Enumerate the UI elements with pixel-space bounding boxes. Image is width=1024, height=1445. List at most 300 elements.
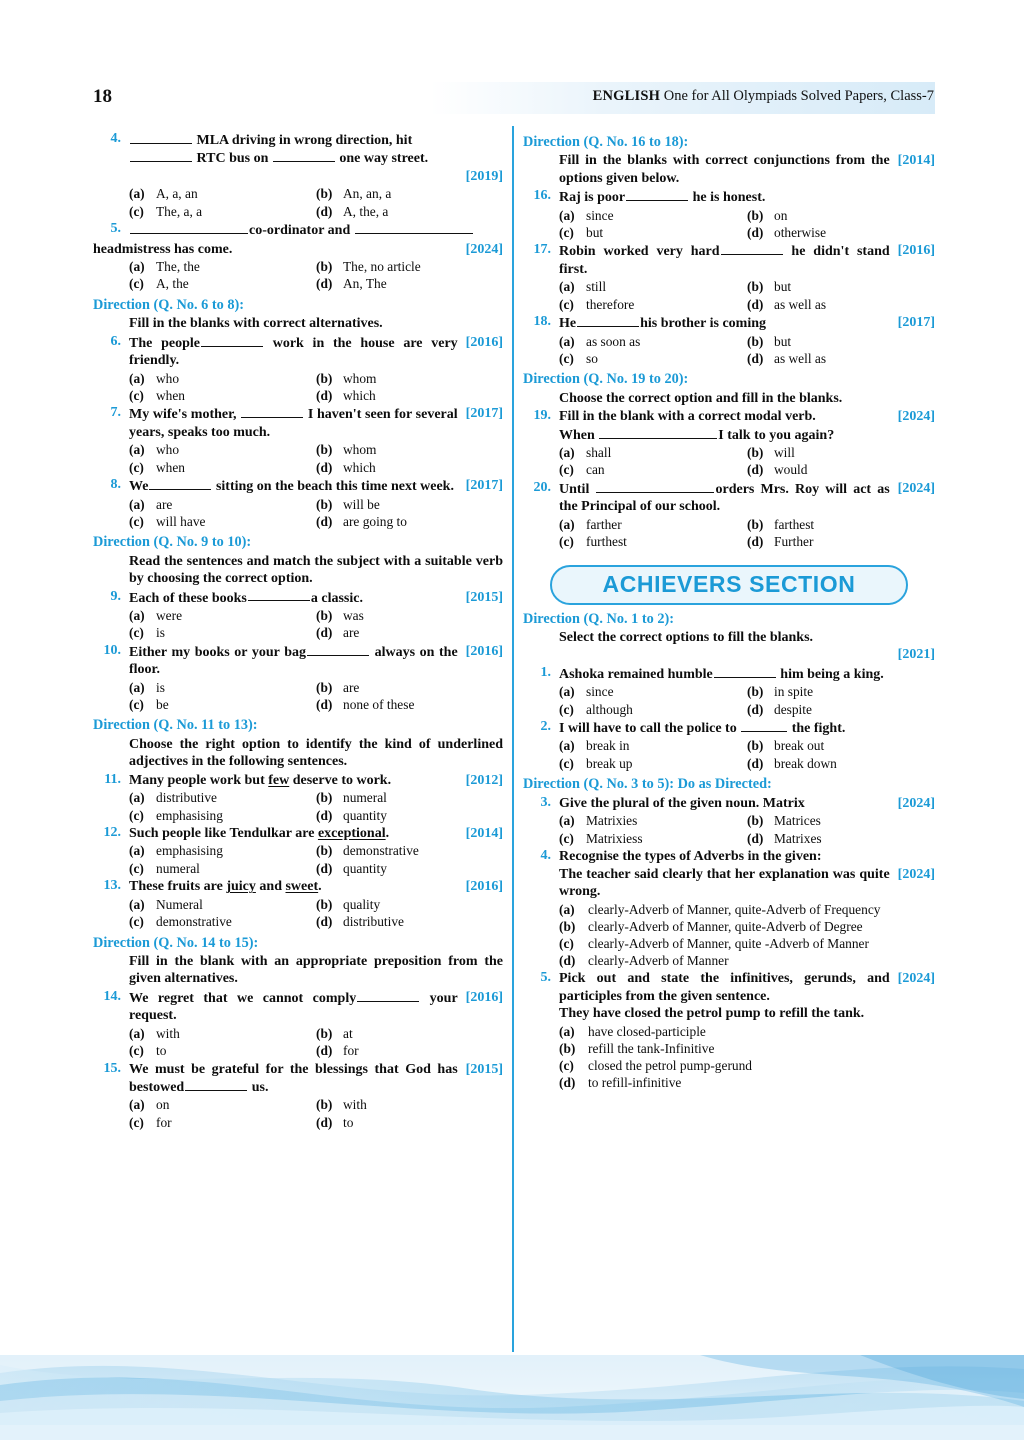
option-d[interactable] [747, 350, 935, 367]
question-text [129, 131, 503, 185]
question-text-part: your request. [129, 990, 458, 1024]
question-text-part: He [559, 316, 577, 332]
direction-text-body: Select the correct options to fill the blanks. [559, 630, 814, 646]
options-group [93, 896, 503, 931]
blank-field[interactable] [357, 989, 419, 1002]
option-c[interactable] [129, 387, 316, 404]
option-value: distributive [156, 790, 217, 806]
question-number: 6. [110, 333, 121, 349]
question-text-part: These fruits are [129, 879, 227, 895]
option-value: as soon as [586, 333, 641, 349]
option-value: otherwise [774, 224, 827, 240]
option-label: (a) [129, 1025, 145, 1041]
options-group [523, 516, 935, 551]
blank-field[interactable] [355, 221, 473, 234]
option-label: (b) [559, 1040, 576, 1056]
option-value: but [774, 333, 792, 349]
option-label: (b) [747, 279, 764, 295]
question-number: 2. [540, 719, 551, 735]
question-text-part: . [385, 825, 390, 841]
option-row [129, 1042, 503, 1059]
option-b[interactable] [316, 607, 503, 624]
option-value: which [343, 387, 376, 403]
option-b[interactable] [316, 370, 503, 387]
option-b[interactable] [316, 441, 503, 458]
option-value: is [156, 679, 165, 695]
option-label: (b) [747, 333, 764, 349]
option-label: (b) [316, 259, 333, 275]
option-label: (d) [316, 513, 333, 529]
option-b[interactable] [747, 207, 935, 224]
option-label: (c) [559, 701, 574, 717]
question-9 [93, 589, 503, 607]
question-text-part: Either my books or your bag [129, 644, 306, 660]
question-13 [93, 878, 503, 896]
option-c[interactable] [129, 203, 316, 220]
option-value: break down [774, 755, 837, 771]
question-5-line2 [93, 241, 503, 259]
option-label: (b) [316, 679, 333, 695]
option-c[interactable] [559, 755, 747, 772]
option-label: (d) [316, 807, 333, 823]
option-row [129, 607, 503, 624]
option-label: (a) [129, 896, 145, 912]
blank-field[interactable] [273, 149, 335, 162]
option-d[interactable] [316, 624, 503, 641]
question-text-part: orders Mrs. Roy will act as the Principal of our school. [559, 481, 890, 515]
option-label: (b) [316, 896, 333, 912]
question-text-part: the fight. [788, 720, 846, 736]
option-d[interactable] [316, 696, 503, 713]
option-value: to [156, 1043, 167, 1059]
question-text [129, 334, 503, 370]
direction-text-9-10: Read the sentences and match the subject with a suitable verb by choosing the correct option. [129, 553, 503, 587]
option-label: (d) [316, 1043, 333, 1059]
option-value: numeral [343, 790, 387, 806]
option-b[interactable] [747, 444, 935, 461]
question-text-part: one way street. [335, 151, 429, 167]
blank-field[interactable] [596, 480, 714, 493]
question-text-part: When [559, 427, 599, 443]
question-text-part: headmistress has come. [93, 241, 233, 257]
option-value: Numeral [156, 896, 203, 912]
option-row [559, 812, 935, 829]
question-text-part: his brother is coming [640, 316, 766, 332]
question-6 [93, 334, 503, 370]
direction-text-16-18 [523, 152, 935, 187]
option-value: therefore [586, 296, 635, 312]
option-value: A, a, an [156, 186, 198, 202]
option-a[interactable] [129, 679, 316, 696]
question-number: 11. [104, 771, 121, 787]
option-value: The, a, a [156, 203, 203, 219]
option-c[interactable] [559, 350, 747, 367]
option-d[interactable] [747, 224, 935, 241]
option-a[interactable] [129, 1096, 316, 1113]
options-group [93, 679, 503, 714]
option-b[interactable] [316, 185, 503, 202]
option-b[interactable] [316, 496, 503, 513]
option-label: (c) [559, 830, 574, 846]
option-c[interactable] [559, 224, 747, 241]
options-group [93, 370, 503, 405]
option-b[interactable] [316, 1096, 503, 1113]
option-row [129, 789, 503, 806]
question-text-part: Recognise the types of Adverbs in the given: [559, 849, 822, 865]
question-text-part: he is honest. [689, 190, 766, 206]
blank-field[interactable] [626, 188, 688, 201]
option-value: numeral [156, 860, 200, 876]
option-d[interactable] [559, 1074, 935, 1091]
options-group [523, 901, 935, 970]
option-c[interactable] [559, 701, 747, 718]
option-value: will [774, 445, 795, 461]
option-d[interactable] [316, 1042, 503, 1059]
option-value: demonstrative [156, 914, 232, 930]
blank-field[interactable] [241, 405, 303, 418]
column-divider [512, 126, 514, 1352]
option-d[interactable] [316, 387, 503, 404]
option-label: (d) [747, 830, 764, 846]
options-group [93, 185, 503, 220]
option-b[interactable] [316, 258, 503, 275]
right-column [523, 130, 935, 1092]
option-c[interactable] [559, 1057, 935, 1074]
blank-field[interactable] [185, 1078, 247, 1091]
page-header [0, 82, 1024, 116]
question-text [559, 970, 935, 1005]
question-number: 18. [533, 314, 551, 330]
year-tag: [2014] [465, 825, 503, 841]
option-b[interactable] [316, 789, 503, 806]
option-value: on [774, 207, 788, 223]
options-group [93, 258, 503, 293]
option-value: can [586, 462, 605, 478]
option-label: (a) [559, 901, 575, 917]
option-value: A, the, a [343, 203, 389, 219]
option-label: (d) [559, 1075, 576, 1091]
option-value: quantity [343, 860, 387, 876]
option-label: (b) [316, 607, 333, 623]
option-label: (a) [559, 207, 575, 223]
option-a[interactable] [129, 370, 316, 387]
option-row [129, 896, 503, 913]
blank-field[interactable] [149, 477, 211, 490]
question-number: 10. [103, 642, 121, 658]
option-b[interactable] [316, 1025, 503, 1042]
option-label: (b) [747, 207, 764, 223]
blank-field[interactable] [599, 426, 717, 439]
option-value: is [156, 625, 165, 641]
option-b[interactable] [316, 679, 503, 696]
option-d[interactable] [316, 1114, 503, 1131]
option-b[interactable] [559, 918, 935, 935]
option-label: (d) [747, 224, 764, 240]
option-row [129, 860, 503, 877]
option-d[interactable] [316, 203, 503, 220]
option-value: refill the tank-Infinitive [588, 1040, 715, 1056]
option-label: (c) [559, 296, 574, 312]
blank-field[interactable] [130, 131, 192, 144]
option-c[interactable] [129, 807, 316, 824]
option-row [559, 701, 935, 718]
option-d[interactable] [747, 296, 935, 313]
question-8 [93, 477, 503, 495]
option-a[interactable] [559, 333, 747, 350]
option-value: shall [586, 445, 612, 461]
option-label: (a) [129, 790, 145, 806]
question-20 [523, 480, 935, 516]
question-text-part: My wife's mother, [129, 407, 241, 423]
option-label: (a) [129, 259, 145, 275]
option-c[interactable] [559, 533, 747, 550]
option-d[interactable] [316, 459, 503, 476]
option-label: (d) [316, 459, 333, 475]
blank-field[interactable] [130, 221, 248, 234]
question-7 [93, 405, 503, 441]
option-row [559, 224, 935, 241]
question-text-part: I haven't seen for several years, speaks too much. [129, 407, 458, 440]
option-value: be [156, 697, 169, 713]
year-tag: [2017] [465, 478, 503, 494]
blank-field[interactable] [741, 719, 787, 732]
achievers-question-5 [523, 970, 935, 1023]
underlined-adjective: few [268, 772, 290, 788]
options-group [93, 842, 503, 877]
option-a[interactable] [559, 444, 747, 461]
question-text-part: They have closed the petrol pump to refill the tank. [559, 1006, 865, 1022]
option-value: An, The [343, 276, 387, 292]
option-a[interactable] [559, 1023, 935, 1040]
options-group [93, 1025, 503, 1060]
option-label: (a) [559, 333, 575, 349]
option-value: although [586, 701, 633, 717]
option-label: (c) [129, 459, 144, 475]
option-d[interactable] [747, 461, 935, 478]
option-c[interactable] [129, 513, 316, 530]
option-label: (b) [747, 813, 764, 829]
blank-field[interactable] [130, 149, 192, 162]
option-value: to refill-infinitive [588, 1075, 682, 1091]
option-a[interactable] [129, 1025, 316, 1042]
option-d[interactable] [747, 701, 935, 718]
blank-field[interactable] [201, 334, 263, 347]
year-tag: [2016] [465, 989, 503, 1005]
option-a[interactable] [129, 607, 316, 624]
option-row [129, 696, 503, 713]
option-c[interactable] [129, 624, 316, 641]
question-text-part: him being a king. [776, 666, 884, 682]
year-tag: [2016] [465, 334, 503, 350]
option-c[interactable] [559, 935, 935, 952]
option-label: (d) [316, 203, 333, 219]
option-row [129, 624, 503, 641]
option-label: (b) [316, 186, 333, 202]
options-group [93, 1096, 503, 1131]
option-a[interactable] [559, 683, 747, 700]
option-label: (a) [129, 442, 145, 458]
question-text-2 [559, 866, 935, 901]
year-tag: [2012] [465, 772, 503, 788]
question-text-part: I will have to call the police to [559, 720, 741, 736]
option-d[interactable] [316, 913, 503, 930]
option-c[interactable] [559, 296, 747, 313]
option-a[interactable] [129, 496, 316, 513]
options-group [523, 737, 935, 772]
options-group [523, 278, 935, 313]
option-b[interactable] [316, 896, 503, 913]
option-value: as well as [774, 296, 827, 312]
option-a[interactable] [129, 441, 316, 458]
question-text [129, 878, 503, 896]
option-label: (a) [129, 1097, 145, 1113]
option-c[interactable] [129, 696, 316, 713]
option-row [129, 459, 503, 476]
option-a[interactable] [129, 842, 316, 859]
option-d[interactable] [316, 513, 503, 530]
option-d[interactable] [559, 952, 935, 969]
option-row [129, 679, 503, 696]
option-d[interactable] [316, 275, 503, 292]
option-label: (b) [316, 496, 333, 512]
option-value: emphasising [156, 807, 223, 823]
option-row [559, 461, 935, 478]
direction-text-6-8: Fill in the blanks with correct alternatives. [129, 316, 383, 332]
option-row [559, 533, 935, 550]
question-text-part: Pick out and state the infinitives, gerunds, and participles from the given sentence. [559, 971, 890, 1004]
option-row [559, 296, 935, 313]
question-text [129, 221, 503, 239]
option-row [129, 913, 503, 930]
question-number: 9. [110, 588, 121, 604]
question-text-part: Robin worked very hard [559, 244, 720, 260]
question-text [559, 242, 935, 278]
question-text-part: deserve to work. [289, 772, 392, 788]
question-text-part: sitting on the beach this time next week. [212, 479, 454, 495]
question-text [559, 314, 935, 332]
option-b[interactable] [747, 333, 935, 350]
blank-field[interactable] [577, 314, 639, 327]
option-label: (c) [559, 755, 574, 771]
options-group [523, 207, 935, 242]
option-b[interactable] [747, 683, 935, 700]
option-c[interactable] [129, 1042, 316, 1059]
option-b[interactable] [747, 737, 935, 754]
achievers-question-1 [523, 665, 935, 683]
question-number: 14. [103, 988, 121, 1004]
option-label: (c) [129, 625, 144, 641]
option-label: (c) [559, 534, 574, 550]
option-value: for [343, 1043, 359, 1059]
direction-heading-9-10: Direction (Q. No. 9 to 10): [93, 534, 252, 551]
question-text-part: Fill in the blank with a correct modal verb. [559, 409, 816, 425]
option-row [129, 258, 503, 275]
option-c[interactable] [129, 275, 316, 292]
option-a[interactable] [559, 812, 747, 829]
option-value: Matrixes [774, 830, 822, 846]
option-value: when [156, 387, 186, 403]
option-b[interactable] [747, 278, 935, 295]
option-a[interactable] [559, 901, 935, 918]
option-c[interactable] [129, 459, 316, 476]
option-value: would [774, 462, 808, 478]
option-c[interactable] [129, 860, 316, 877]
option-b[interactable] [559, 1040, 935, 1057]
direction-text-19-20: Choose the correct option and fill in the blanks. [559, 390, 843, 406]
option-c[interactable] [129, 913, 316, 930]
blank-field[interactable] [307, 643, 369, 656]
option-a[interactable] [559, 278, 747, 295]
option-label: (b) [747, 738, 764, 754]
question-number: 15. [103, 1060, 121, 1076]
option-label: (c) [559, 462, 574, 478]
option-d[interactable] [316, 807, 503, 824]
option-a[interactable] [559, 737, 747, 754]
option-label: (a) [129, 843, 145, 859]
option-label: (d) [316, 860, 333, 876]
option-c[interactable] [559, 461, 747, 478]
question-text [93, 241, 503, 259]
question-text-part: co-ordinator and [249, 223, 354, 239]
option-d[interactable] [316, 860, 503, 877]
year-tag: [2024] [897, 866, 935, 882]
option-value: which [343, 459, 376, 475]
year-tag: [2024] [897, 409, 935, 425]
option-label: (d) [747, 701, 764, 717]
question-text-part: and [255, 879, 286, 895]
option-d[interactable] [747, 533, 935, 550]
option-value: The, no article [343, 259, 421, 275]
option-value: with [343, 1097, 367, 1113]
option-b[interactable] [747, 516, 935, 533]
option-c[interactable] [559, 830, 747, 847]
option-value: are [343, 679, 360, 695]
options-group [93, 441, 503, 476]
option-a[interactable] [129, 185, 316, 202]
option-a[interactable] [129, 258, 316, 275]
blank-field[interactable] [248, 589, 310, 602]
option-label: (c) [129, 203, 144, 219]
option-b[interactable] [316, 842, 503, 859]
achievers-section-banner [550, 565, 908, 605]
year-tag: [2016] [465, 643, 503, 659]
option-c[interactable] [129, 1114, 316, 1131]
year-tag: [2015] [465, 589, 503, 605]
option-label: (b) [316, 442, 333, 458]
option-label: (d) [316, 625, 333, 641]
option-d[interactable] [747, 830, 935, 847]
question-number: 5. [540, 970, 551, 986]
option-label: (b) [316, 790, 333, 806]
question-text-part: MLA driving in wrong direction, hit [193, 132, 413, 148]
option-label: (b) [747, 516, 764, 532]
option-label: (d) [747, 534, 764, 550]
option-label: (b) [316, 1025, 333, 1041]
option-a[interactable] [559, 207, 747, 224]
blank-field[interactable] [721, 242, 783, 255]
option-a[interactable] [129, 789, 316, 806]
option-value: with [156, 1025, 180, 1041]
option-label: (d) [747, 296, 764, 312]
option-a[interactable] [559, 516, 747, 533]
option-b[interactable] [747, 812, 935, 829]
blank-field[interactable] [714, 665, 776, 678]
option-d[interactable] [747, 755, 935, 772]
option-value: on [156, 1097, 170, 1113]
option-a[interactable] [129, 896, 316, 913]
option-value: since [586, 684, 614, 700]
option-value: distributive [343, 914, 404, 930]
